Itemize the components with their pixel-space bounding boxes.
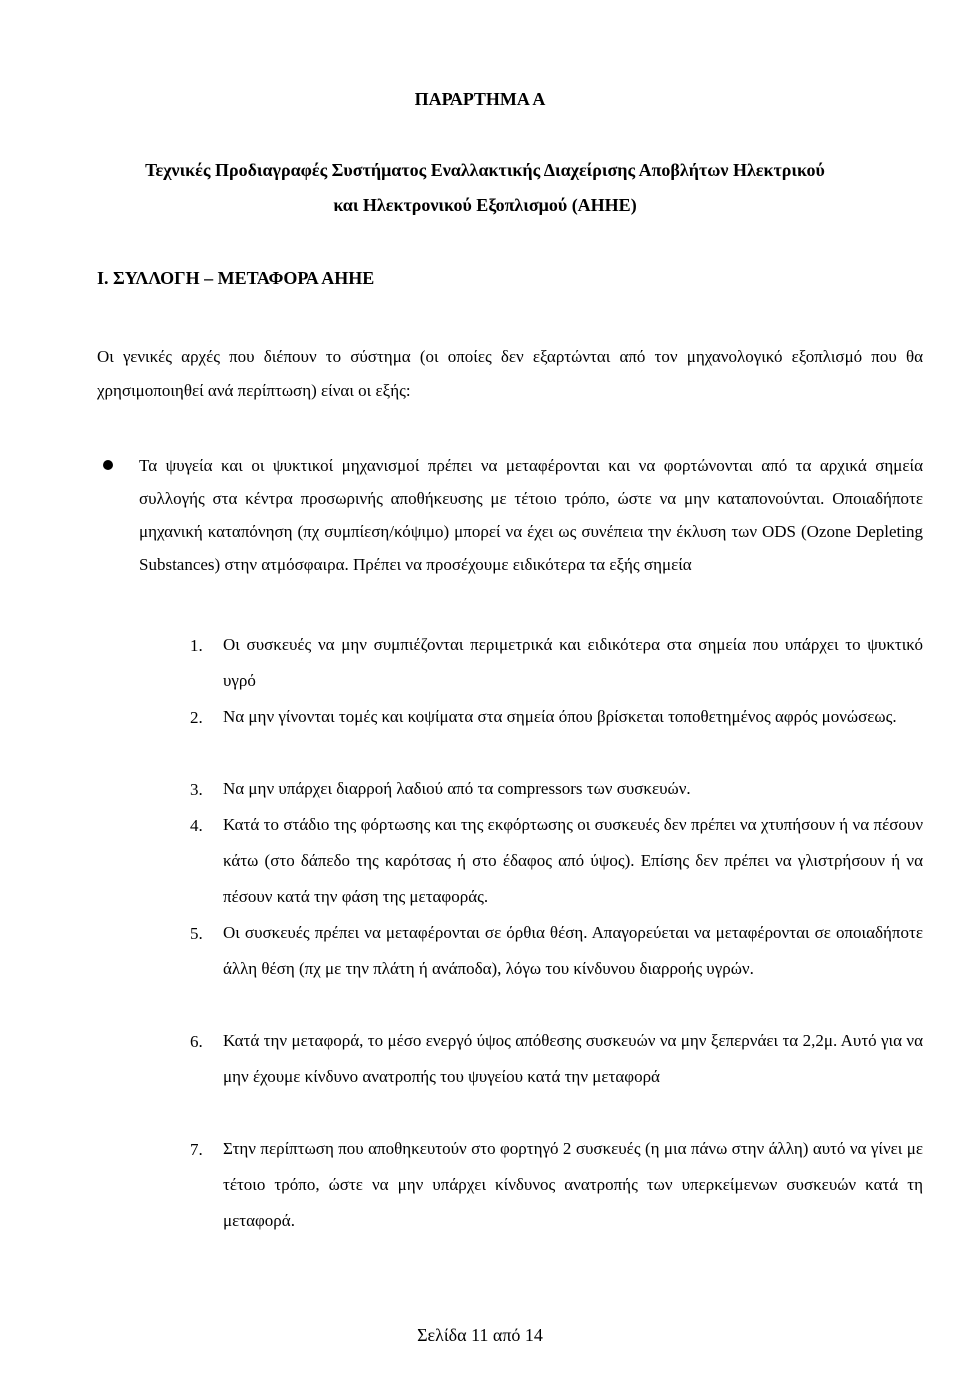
bullet-paragraph: Τα ψυγεία και οι ψυκτικοί μηχανισμοί πρέπει να μεταφέρονται και να φορτώνονται από τα αρχικά σημεία συλλογής στα κέντρα προσωρινής αποθήκευσης με τέτοιο τρόπο, ώστε να μην καταπονούνται. Οποιαδήποτε μηχανική καταπόνηση (πχ συμπίεση/κόψιμο) μπορεί να έχει ως συνέπεια την έκλυση των ODS (Ozone Depleting Substances) στην ατμόσφαιρα. Πρέπει να προσέχουμε ειδικότερα τα εξής σημεία xyxy=(139,456,923,574)
list-item-text: Να μην γίνονται τομές και κοψίματα στα σημεία όπου βρίσκεται τοποθετημένος αφρός μονώσεως. xyxy=(223,707,897,726)
list-item-number: 5. xyxy=(190,924,203,943)
list-item-number: 4. xyxy=(190,816,203,835)
list-item-text: Οι συσκευές να μην συμπιέζονται περιμετρικά και ειδικότερα στα σημεία που υπάρχει το ψυκτικό υγρό xyxy=(223,635,923,690)
list-item-text: Στην περίπτωση που αποθηκευτούν στο φορτηγό 2 συσκευές (η μια πάνω στην άλλη) αυτό να γίνει με τέτοιο τρόπο, ώστε να μην υπάρχει κίνδυνος ανατροπής των υπερκείμενων συσκευών κατά τη μεταφορά. xyxy=(223,1139,923,1230)
list-item-number: 7. xyxy=(190,1140,203,1159)
intro-paragraph: Οι γενικές αρχές που διέπουν το σύστημα (οι οποίες δεν εξαρτώνται από τον μηχανολογικό εξοπλισμό που θα χρησιμοποιηθεί ανά περίπτωση) είναι οι εξής: xyxy=(97,347,923,400)
annex-title: ΠΑΡΑΡΤΗΜΑ Α xyxy=(414,89,546,109)
list-item-number: 2. xyxy=(190,708,203,727)
subtitle-line-1: Τεχνικές Προδιαγραφές Συστήματος Εναλλακτικής Διαχείρισης Αποβλήτων Ηλεκτρικού xyxy=(145,160,825,180)
list-item-number: 1. xyxy=(190,636,203,655)
page-number-footer: Σελίδα 11 από 14 xyxy=(417,1325,543,1345)
subtitle-line-2: και Ηλεκτρονικού Εξοπλισμού (ΑΗΗΕ) xyxy=(333,195,637,215)
list-item-text: Να μην υπάρχει διαρροή λαδιού από τα compressors των συσκευών. xyxy=(223,779,691,798)
list-item-number: 6. xyxy=(190,1032,203,1051)
bullet-icon xyxy=(103,460,113,470)
section-title: Ι. ΣΥΛΛΟΓΗ – ΜΕΤΑΦΟΡΑ ΑΗΗΕ xyxy=(97,268,375,288)
list-item-text: Οι συσκευές πρέπει να μεταφέρονται σε όρθια θέση. Απαγορεύεται να μεταφέρονται σε οποιαδήποτε άλλη θέση (πχ με την πλάτη ή ανάποδα), λόγω του κίνδυνου διαρροής υγρών. xyxy=(223,923,923,978)
list-item-number: 3. xyxy=(190,780,203,799)
document-subtitle xyxy=(120,153,850,223)
list-item-text: Κατά την μεταφορά, το μέσο ενεργό ύψος απόθεσης συσκευών να μην ξεπερνάει τα 2,2μ. Αυτό για να μην έχουμε κίνδυνο ανατροπής του ψυγείου κατά την μεταφορά xyxy=(223,1031,923,1086)
list-item-text: Κατά το στάδιο της φόρτωσης και της εκφόρτωσης οι συσκευές δεν πρέπει να χτυπήσουν ή να πέσουν κάτω (στο δάπεδο της καρότσας ή στο έδαφος από ύψος). Επίσης δεν πρέπει να γλιστρήσουν ή να πέσουν κατά την φάση της μεταφοράς. xyxy=(223,815,923,906)
